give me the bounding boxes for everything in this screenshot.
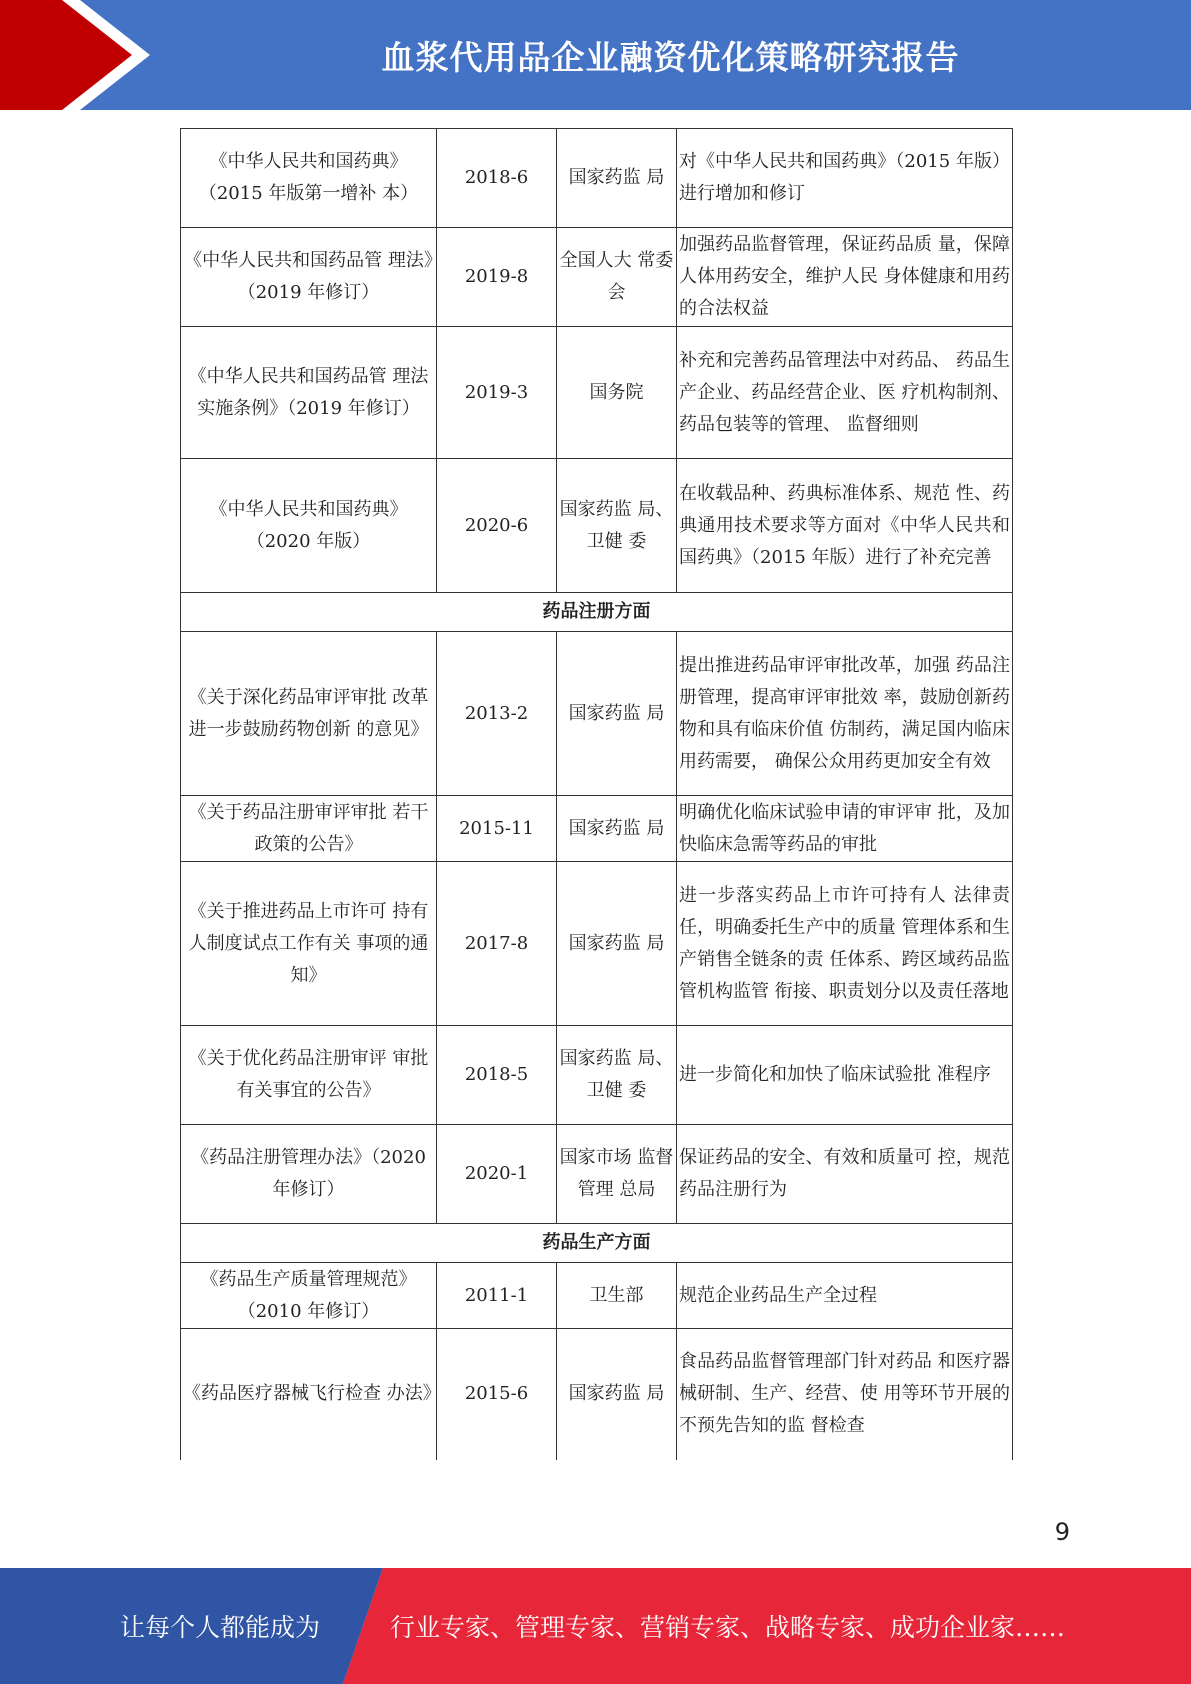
footer-slogan-left: 让每个人都能成为 bbox=[119, 1613, 320, 1642]
policy-description-cell: 在收载品种、药典标准体系、规范 性、药典通用技术要求等方面对《中华人民共和国药典》（2015 年版）进行了补充完善 bbox=[677, 459, 1013, 593]
table-row bbox=[181, 1125, 1013, 1224]
report-title: 血浆代用品企业融资优化策略研究报告 bbox=[381, 37, 960, 77]
table-row bbox=[181, 1329, 1013, 1460]
policy-name-cell: 《中华人民共和国药典》（2015 年版第一增补 本） bbox=[181, 129, 437, 228]
issuing-department-cell: 卫生部 bbox=[557, 1263, 677, 1329]
policy-name-cell: 《中华人民共和国药品管 理法实施条例》（2019 年修订） bbox=[181, 327, 437, 459]
table-row bbox=[181, 129, 1013, 228]
table-row bbox=[181, 1263, 1013, 1329]
table-row bbox=[181, 228, 1013, 327]
policy-name-cell: 《关于药品注册审评审批 若干政策的公告》 bbox=[181, 796, 437, 862]
issuing-department-cell: 国家药监 局 bbox=[557, 796, 677, 862]
issuing-department-cell: 全国人大 常委会 bbox=[557, 228, 677, 327]
policy-description-cell: 加强药品监督管理，保证药品质 量，保障人体用药安全，维护人民 身体健康和用药的合法权益 bbox=[677, 228, 1013, 327]
issue-date-cell: 2013-2 bbox=[437, 632, 557, 796]
table-row bbox=[181, 632, 1013, 796]
policy-description-cell: 保证药品的安全、有效和质量可 控，规范药品注册行为 bbox=[677, 1125, 1013, 1224]
policy-description-cell: 补充和完善药品管理法中对药品、 药品生产企业、药品经营企业、医 疗机构制剂、药品包装等的管理、 监督细则 bbox=[677, 327, 1013, 459]
issuing-department-cell: 国务院 bbox=[557, 327, 677, 459]
issuing-department-cell: 国家药监 局 bbox=[557, 632, 677, 796]
policy-description-cell: 进一步简化和加快了临床试验批 准程序 bbox=[677, 1026, 1013, 1125]
page-header bbox=[0, 0, 1191, 110]
issue-date-cell: 2011-1 bbox=[437, 1263, 557, 1329]
page-footer bbox=[0, 1568, 1191, 1684]
issue-date-cell: 2019-3 bbox=[437, 327, 557, 459]
issuing-department-cell: 国家药监 局 bbox=[557, 1329, 677, 1460]
policy-name-cell: 《药品生产质量管理规范》（2010 年修订） bbox=[181, 1263, 437, 1329]
policy-description-cell: 食品药品监督管理部门针对药品 和医疗器械研制、生产、经营、使 用等环节开展的不预先告知的监 督检查 bbox=[677, 1329, 1013, 1460]
policy-name-cell: 《中华人民共和国药品管 理法》（2019 年修订） bbox=[181, 228, 437, 327]
policy-description-cell: 对《中华人民共和国药典》（2015 年版）进行增加和修订 bbox=[677, 129, 1013, 228]
table-row bbox=[181, 327, 1013, 459]
issue-date-cell: 2015-11 bbox=[437, 796, 557, 862]
section-heading-production: 药品生产方面 bbox=[181, 1224, 1013, 1263]
section-header-row bbox=[181, 593, 1013, 632]
policy-name-cell: 《关于推进药品上市许可 持有人制度试点工作有关 事项的通知》 bbox=[181, 862, 437, 1026]
issuing-department-cell: 国家市场 监督管理 总局 bbox=[557, 1125, 677, 1224]
footer-slogan-right: 行业专家、管理专家、营销专家、战略专家、成功企业家…… bbox=[390, 1613, 1066, 1642]
issue-date-cell: 2019-8 bbox=[437, 228, 557, 327]
section-heading-registration: 药品注册方面 bbox=[181, 593, 1013, 632]
issue-date-cell: 2020-6 bbox=[437, 459, 557, 593]
issuing-department-cell: 国家药监 局 bbox=[557, 129, 677, 228]
issue-date-cell: 2017-8 bbox=[437, 862, 557, 1026]
policy-description-cell: 明确优化临床试验申请的审评审 批，及加快临床急需等药品的审批 bbox=[677, 796, 1013, 862]
table-row bbox=[181, 459, 1013, 593]
issue-date-cell: 2020-1 bbox=[437, 1125, 557, 1224]
page-number: 9 bbox=[1054, 1518, 1070, 1546]
policy-name-cell: 《中华人民共和国药典》（2020 年版） bbox=[181, 459, 437, 593]
table-row bbox=[181, 796, 1013, 862]
issuing-department-cell: 国家药监 局、卫健 委 bbox=[557, 459, 677, 593]
policy-description-cell: 规范企业药品生产全过程 bbox=[677, 1263, 1013, 1329]
policy-description-cell: 进一步落实药品上市许可持有人 法律责任，明确委托生产中的质量 管理体系和生产销售全链条的责 任体系、跨区域药品监管机构监管 衔接、职责划分以及责任落地 bbox=[677, 862, 1013, 1026]
section-header-row bbox=[181, 1224, 1013, 1263]
policy-name-cell: 《关于优化药品注册审评 审批有关事宜的公告》 bbox=[181, 1026, 437, 1125]
issue-date-cell: 2015-6 bbox=[437, 1329, 557, 1460]
issuing-department-cell: 国家药监 局 bbox=[557, 862, 677, 1026]
policy-description-cell: 提出推进药品审评审批改革，加强 药品注册管理，提高审评审批效 率，鼓励创新药物和具有临床价值 仿制药，满足国内临床用药需要， 确保公众用药更加安全有效 bbox=[677, 632, 1013, 796]
issuing-department-cell: 国家药监 局、卫健 委 bbox=[557, 1026, 677, 1125]
policy-name-cell: 《药品医疗器械飞行检查 办法》 bbox=[181, 1329, 437, 1460]
table-row bbox=[181, 862, 1013, 1026]
table-row bbox=[181, 1026, 1013, 1125]
issue-date-cell: 2018-6 bbox=[437, 129, 557, 228]
issue-date-cell: 2018-5 bbox=[437, 1026, 557, 1125]
policy-name-cell: 《药品注册管理办法》（2020 年修订） bbox=[181, 1125, 437, 1224]
policy-table bbox=[180, 128, 1013, 1460]
policy-name-cell: 《关于深化药品审评审批 改革进一步鼓励药物创新 的意见》 bbox=[181, 632, 437, 796]
